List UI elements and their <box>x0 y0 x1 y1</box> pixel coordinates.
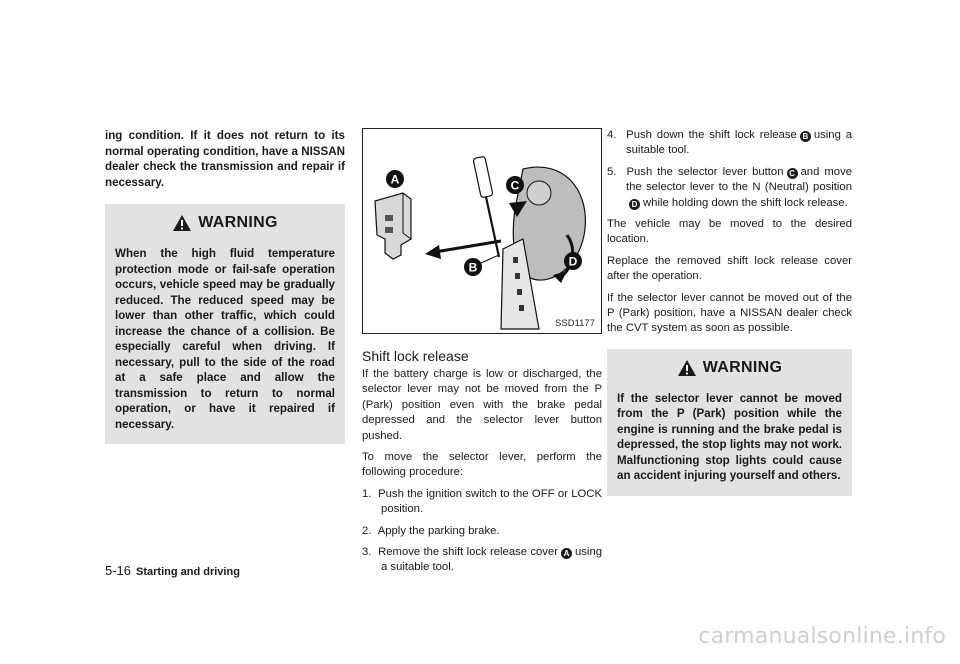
column-left <box>105 128 345 444</box>
step-item <box>607 165 852 211</box>
release-cover-part <box>375 193 411 259</box>
svg-text:A: A <box>390 172 400 187</box>
svg-text:D: D <box>568 254 578 269</box>
step-text: Remove the shift lock release cover <box>378 546 558 559</box>
page-footer <box>105 563 240 578</box>
step-text: and move the selector lever to the N (Neutral) position <box>626 165 852 194</box>
paragraph: Replace the removed shift lock release cover after the operation. <box>607 254 852 283</box>
step-number: 1. <box>362 487 372 500</box>
step-number: 3. <box>362 546 372 559</box>
paragraph: If the selector lever cannot be moved out of the P (Park) position, have a NISSAN dealer check the CVT system as soon as possible. <box>607 291 852 335</box>
warning-heading <box>115 214 335 232</box>
badge-b: B <box>800 131 811 142</box>
step-text: Push the selector lever button <box>626 165 784 178</box>
paragraph: The vehicle may be moved to the desired location. <box>607 218 852 246</box>
step-text: using a suitable tool. <box>381 546 603 574</box>
warning-box <box>607 349 852 496</box>
step-text: Push down the shift lock release <box>626 129 797 141</box>
paragraph: To move the selector lever, perform the following procedure: <box>362 451 602 479</box>
warning-title: WARNING <box>702 358 783 376</box>
badge-d: D <box>629 199 640 210</box>
step-text: Push the ignition switch to the OFF or LOCK position. <box>378 487 602 516</box>
step-number: 5. <box>607 165 617 178</box>
warning-text: If the selector lever cannot be moved from the P (Park) position while the engine is running and the brake pedal is depressed, the stop lights may not work. Malfunctioning stop lights could cause an accident injuring yourself and others. <box>617 391 842 483</box>
section-title: Shift lock release <box>362 348 469 364</box>
label-a <box>386 170 404 188</box>
column-right <box>607 128 852 496</box>
svg-text:C: C <box>510 178 520 193</box>
step-item <box>607 128 852 159</box>
watermark: carmanualsonline.info <box>698 624 946 649</box>
label-d <box>564 252 582 270</box>
page-number: 5-16 <box>105 563 132 578</box>
badge-c: C <box>787 168 798 179</box>
step-item <box>362 487 602 518</box>
continued-paragraph: ing condition. If it does not return to its normal operating condition, have a NISSAN dealer check the transmission and repair if necessary. <box>105 129 345 189</box>
warning-triangle-icon <box>677 359 697 377</box>
label-c <box>506 176 524 194</box>
step-text: using a suitable tool. <box>626 129 853 157</box>
warning-triangle-icon <box>172 214 192 232</box>
column-middle <box>362 128 602 582</box>
screwdriver <box>473 156 499 257</box>
step-item <box>362 524 602 539</box>
shift-lock-figure <box>362 128 602 334</box>
badge-a: A <box>561 548 572 559</box>
step-number: 2. <box>362 524 372 537</box>
step-text: Apply the parking brake. <box>377 524 500 537</box>
warning-heading <box>617 359 842 377</box>
step-text: while holding down the shift lock release. <box>643 196 848 209</box>
svg-text:B: B <box>468 260 478 275</box>
shift-lock-illustration <box>363 129 601 333</box>
paragraph: If the battery charge is low or discharged, the selector lever may not be moved from the P (Park) position even with the brake pedal depressed and the selector lever button pushed. <box>362 368 602 442</box>
warning-text: When the high fluid temperature protection mode or fail-safe operation occurs, vehicle speed may be gradually reduced. The reduced speed may be lower than other traffic, which could increase the chance of a collision. Be especially careful when driving. If necessary, pull to the side of the road at a safe place and allow the transmission to return to normal operation, or have it repaired if necessary. <box>115 247 335 431</box>
step-item <box>362 545 602 576</box>
warning-box <box>105 204 345 444</box>
figure-caption: SSD1177 <box>555 318 595 329</box>
label-b <box>464 255 499 276</box>
section-name: Starting and driving <box>136 566 240 578</box>
warning-title: WARNING <box>198 214 278 232</box>
step-number: 4. <box>607 129 617 141</box>
